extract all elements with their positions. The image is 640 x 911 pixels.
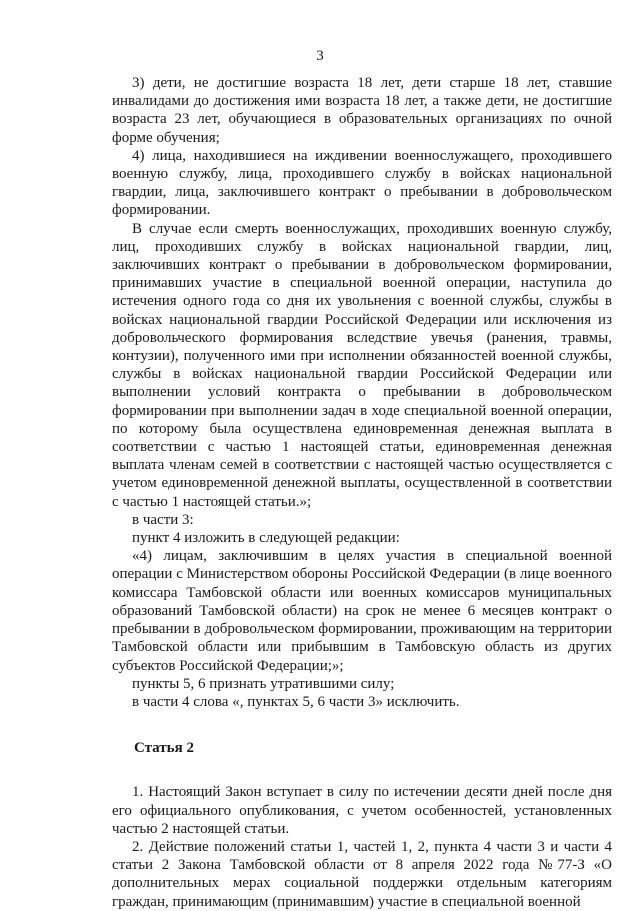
paragraph: 4) лица, находившиеся на иждивении военнослужащего, проходившего военную службу, лица, проходившего службу в войсках национальной гвардии, лица, заключившего контракт о пребывании в добровольческом формировании.: [112, 147, 612, 219]
paragraph: в части 3:: [132, 511, 194, 528]
paragraph: 2. Действие положений статьи 1, частей 1, 2, пункта 4 части 3 и части 4 статьи 2 Закона Тамбовской области от 8 апреля 2022 года №77-З «О дополнительных мерах социальной поддержки отдельным категориям граждан, принимающим (принимавшим) участие в специальной военной: [112, 838, 612, 910]
paragraph: пункт 4 изложить в следующей редакции:: [132, 530, 400, 547]
page-number: 3: [316, 48, 324, 64]
article-heading: Статья 2: [134, 740, 194, 757]
paragraph: 1. Настоящий Закон вступает в силу по истечении десяти дней после дня его официального опубликования, с учетом особенностей, установленных частью 2 настоящей статьи.: [112, 784, 612, 837]
document-body: [112, 74, 612, 911]
paragraph: 3) дети, не достигшие возраста 18 лет, дети старше 18 лет, ставшие инвалидами до достижения ими возраста 18 лет, а также дети, не достигшие возраста 23 лет, обучающиеся в образовательных организациях по очной форме обучения;: [112, 75, 612, 146]
paragraph: в части 4 слова «, пунктах 5, 6 части 3» исключить.: [132, 693, 460, 710]
paragraph: В случае если смерть военнослужащих, проходивших военную службу, лиц, проходивших службу в войсках национальной гвардии, лиц, заключивших контракт о пребывании в добровольческом формировании, принимавших участие в специальной военной операции, наступила до истечения одного года со дня их увольнения с военной службы, службы в войсках национальной гвардии Российской Федерации или исключения из добровольческого формирования вследствие увечья (ранения, травмы, контузии), полученного ими при исполнении обязанностей военной службы, службы в войсках национальной гвардии Российской Федерации или выполнении условий контракта о пребывании в добровольческом формировании при выполнении задач в ходе специальной военной операции, по которому была осуществлена единовременная денежная выплата в соответствии с частью 1 настоящей статьи, единовременная денежная выплата членам семей в соответствии с настоящей частью осуществляется с учетом единовременной денежной выплаты, осуществленной в соответствии с частью 1 настоящей статьи.»;: [112, 220, 612, 510]
paragraph: пункты 5, 6 признать утратившими силу;: [132, 675, 395, 692]
paragraph: «4) лицам, заключившим в целях участия в специальной военной операции с Министерством обороны Российской Федерации (в лице военного комиссара Тамбовской области или военных комиссаров муниципальных образований Тамбовской области) на срок не менее 6 месяцев контракт о пребывании в добровольческом формировании, проживающим на территории Тамбовской области или прибывшим в Тамбовскую область из других субъектов Российской Федерации;»;: [112, 548, 612, 674]
